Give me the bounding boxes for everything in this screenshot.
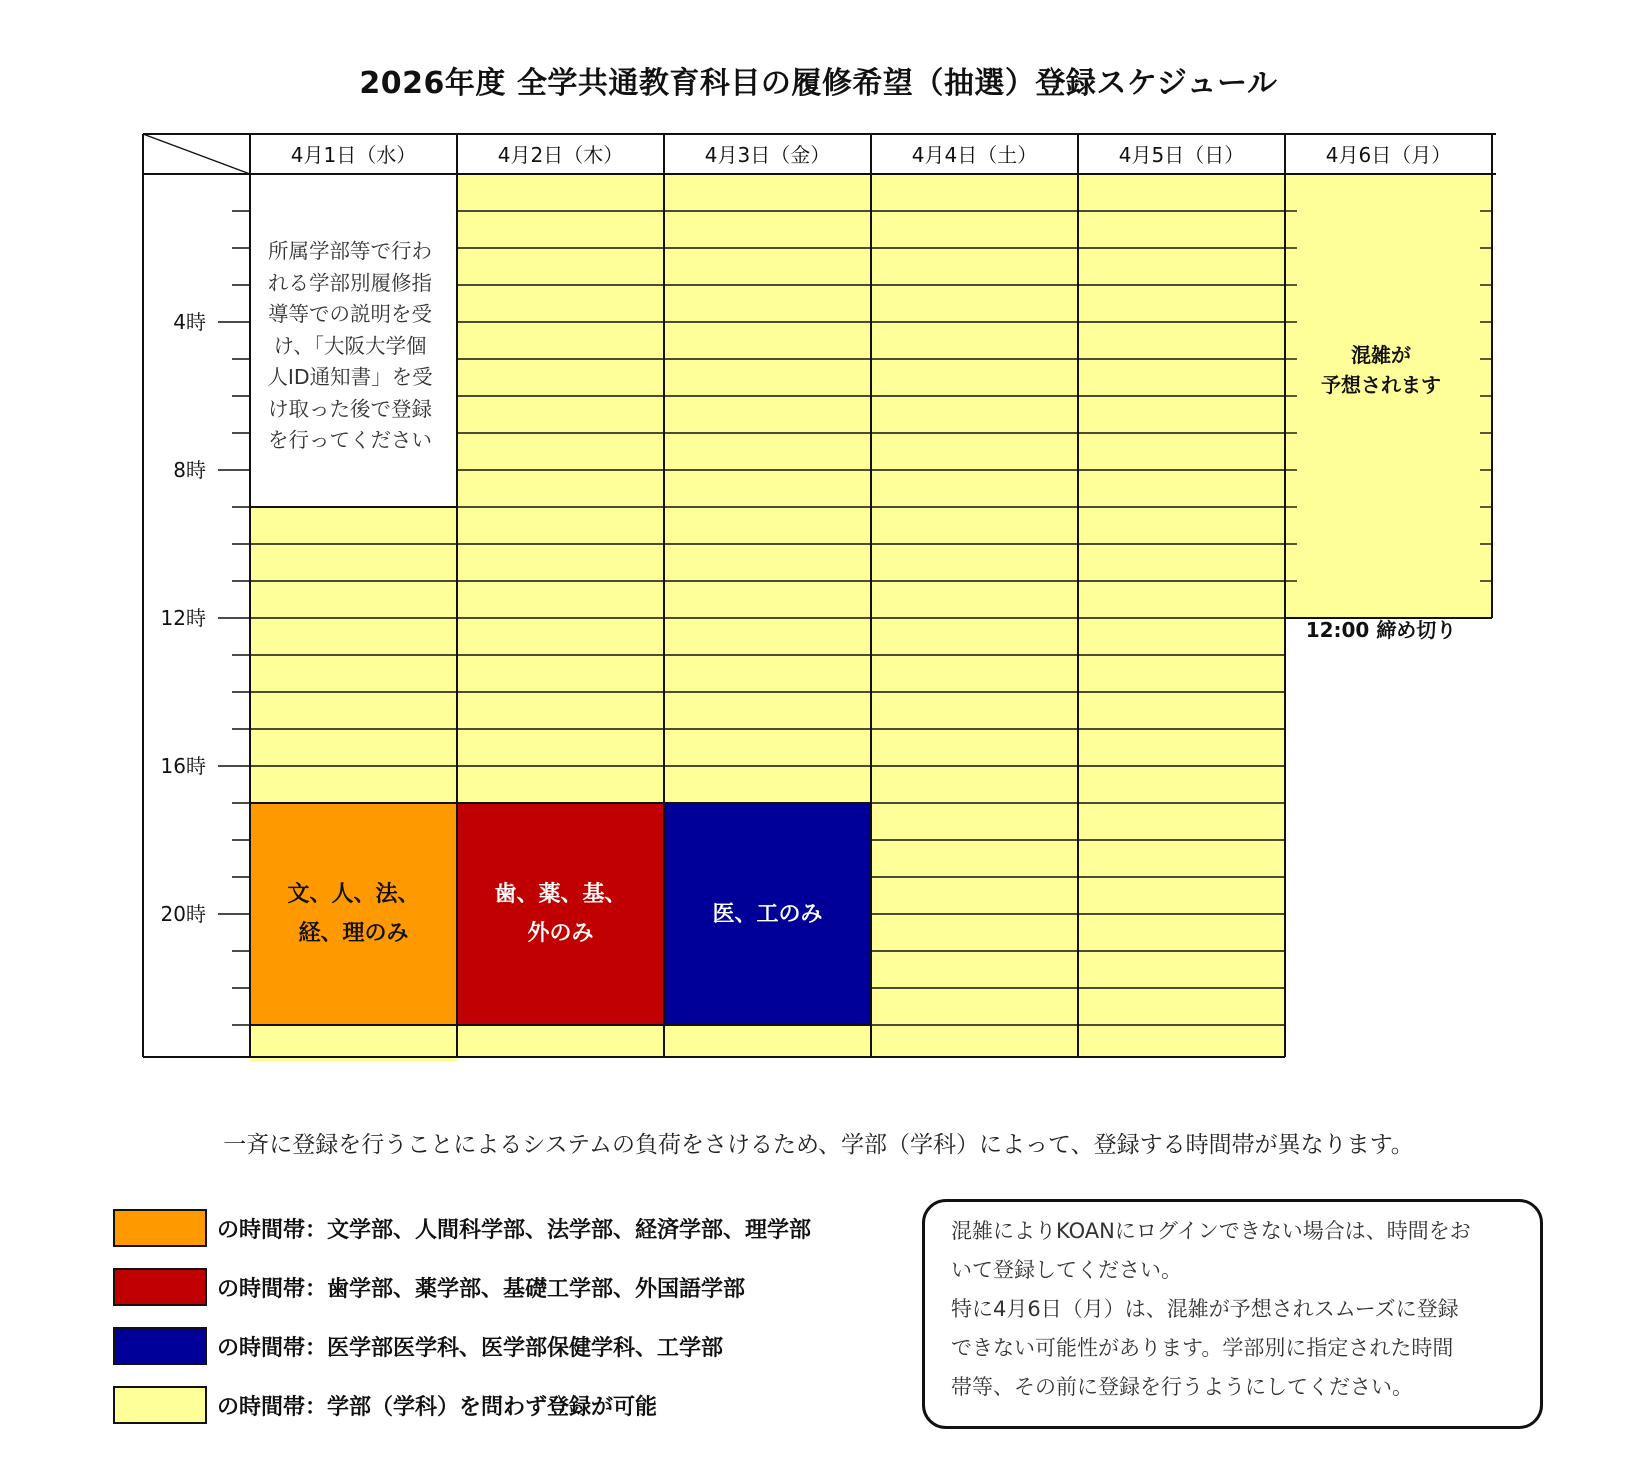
open-period-col xyxy=(1078,174,1285,1057)
block-label-blue: 医、工のみ xyxy=(712,902,823,927)
apr6-busy-note: 混雑が 予想されます xyxy=(1321,343,1441,397)
info-line: 帯等、その前に登録を行うようにしてください。 xyxy=(951,1375,1413,1399)
legend-text: の時間帯：文学部、人間科学部、法学部、経済学部、理学部 xyxy=(217,1217,812,1243)
description: 一斉に登録を行うことによるシステムの負荷をさけるため、学部（学科）によって、登録する時間帯が異なります。 xyxy=(223,1132,1414,1158)
time-label: 8時 xyxy=(173,458,206,482)
block-label-red: 歯、薬、基、 外のみ xyxy=(494,882,627,946)
legend-item-orange xyxy=(113,1207,811,1249)
time-label: 16時 xyxy=(160,754,206,778)
info-line: 特に4月6日（月）は、混雑が予想されスムーズに登録 xyxy=(951,1297,1459,1321)
legend-swatch xyxy=(113,1327,207,1365)
column-header: 4月5日（日） xyxy=(1118,143,1245,167)
column-header: 4月1日（水） xyxy=(290,143,417,167)
legend-swatch xyxy=(113,1268,207,1306)
legend-text: の時間帯：学部（学科）を問わず登録が可能 xyxy=(217,1394,658,1420)
info-box xyxy=(922,1199,1543,1429)
legend-item-blue xyxy=(113,1325,723,1367)
legend-text: の時間帯：医学部医学科、医学部保健学科、工学部 xyxy=(217,1335,724,1361)
info-line: いて登録してください。 xyxy=(951,1258,1182,1282)
legend-text: の時間帯：歯学部、薬学部、基礎工学部、外国語学部 xyxy=(217,1276,746,1302)
apr1-note: 所属学部等で行わ れる学部別履修指 導等での説明を受 け、「大阪大学個 人ID通知書」を受 け取った後で登録 を行ってください xyxy=(267,239,433,452)
info-line: 混雑によりKOANにログインできない場合は、時間をお xyxy=(951,1219,1471,1243)
legend-item-yellow xyxy=(113,1384,657,1426)
page-title: 2026年度 全学共通教育科目の履修希望（抽選）登録スケジュール xyxy=(359,66,1278,101)
legend-swatch xyxy=(113,1209,207,1247)
column-header: 4月2日（木） xyxy=(497,143,624,167)
apr6-deadline: 12:00 締め切り xyxy=(1305,618,1457,642)
time-label: 20時 xyxy=(160,902,206,926)
legend-item-red xyxy=(113,1266,745,1308)
block-label-orange: 文、人、法、 経、理のみ xyxy=(287,882,420,946)
corner-diagonal xyxy=(143,134,250,174)
open-period-col xyxy=(871,174,1078,1057)
info-line: できない可能性があります。学部別に指定された時間 xyxy=(951,1336,1454,1360)
legend-swatch xyxy=(113,1386,207,1424)
column-header: 4月4日（土） xyxy=(911,143,1038,167)
column-header: 4月6日（月） xyxy=(1325,143,1452,167)
column-header: 4月3日（金） xyxy=(704,143,831,167)
time-label: 4時 xyxy=(173,310,206,334)
time-label: 12時 xyxy=(160,606,206,630)
